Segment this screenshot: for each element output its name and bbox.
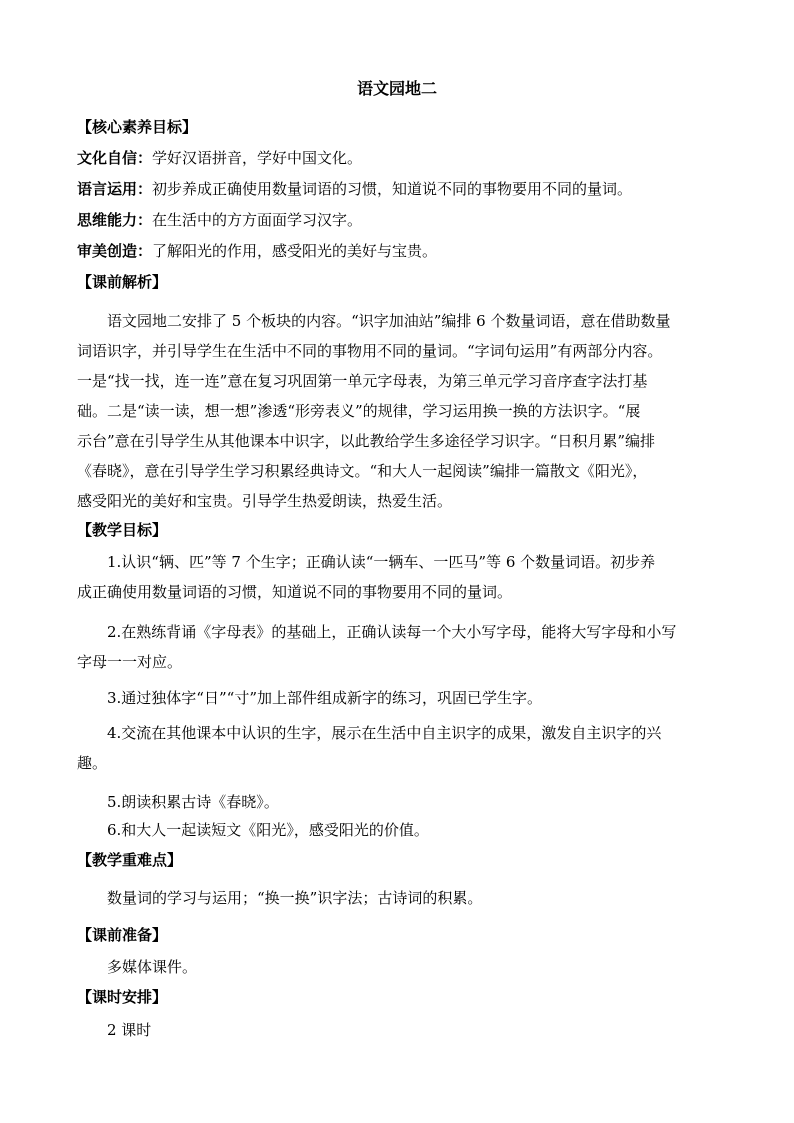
analysis-line: 感受阳光的美好和宝贵。引导学生热爱朗读，热爱生活。 xyxy=(77,492,453,510)
core-goal-label: 文化自信： xyxy=(77,149,153,167)
objective-item-1 xyxy=(77,547,717,607)
key-points-text: 数量词的学习与运用；“换一换”识字法；古诗词的积累。 xyxy=(107,889,483,907)
objective-line: 趣。 xyxy=(77,754,108,772)
heading-schedule: 【课时安排】 xyxy=(77,988,168,1006)
objective-line: 3.通过独体字“日”“寸”加上部件组成新字的练习，巩固已学生字。 xyxy=(107,689,542,707)
core-goal-thinking xyxy=(77,210,717,230)
analysis-paragraph xyxy=(77,306,717,516)
analysis-line: 础。二是“读一读，想一想”渗透“形旁表义”的规律，学习运用换一换的方法识字。“展 xyxy=(77,402,641,420)
core-goal-aesthetic xyxy=(77,241,717,261)
key-points-text-block xyxy=(77,883,717,913)
objective-item-2 xyxy=(77,617,717,677)
heading-preparation: 【课前准备】 xyxy=(77,926,168,944)
schedule-text: 2 课时 xyxy=(107,1021,152,1039)
objective-line: 6.和大人一起读短文《阳光》，感受阳光的价值。 xyxy=(107,821,429,839)
analysis-line: 语文园地二安排了 5 个板块的内容。“识字加油站”编排 6 个数量词语，意在借助数量 xyxy=(107,312,671,330)
objective-item-6 xyxy=(77,815,717,845)
core-goal-label: 审美创造： xyxy=(77,242,153,260)
preparation-text-block xyxy=(77,952,717,982)
preparation-text: 多媒体课件。 xyxy=(107,958,198,976)
schedule-text-block xyxy=(77,1015,717,1045)
heading-objectives: 【教学目标】 xyxy=(77,521,168,539)
objective-line: 1.认识“辆、匹”等 7 个生字；正确认读“一辆车、一匹马”等 6 个数量词语。初步养 xyxy=(107,553,656,571)
heading-core-goals: 【核心素养目标】 xyxy=(77,118,198,136)
objective-line: 5.朗读积累古诗《春晓》。 xyxy=(107,793,279,811)
objective-line: 成正确使用数量词语的习惯，知道说不同的事物要用不同的量词。 xyxy=(77,583,513,601)
core-goal-text: 了解阳光的作用，感受阳光的美好与宝贵。 xyxy=(152,242,438,260)
analysis-line: 一是“找一找，连一连”意在复习巩固第一单元字母表，为第三单元学习音序查字法打基 xyxy=(77,372,648,390)
objective-item-5 xyxy=(77,787,717,817)
core-goal-text: 在生活中的方方面面学习汉字。 xyxy=(152,211,363,229)
analysis-line: 示台”意在引导学生从其他课本中识字，以此教给学生多途径学习识字。“日积月累”编排 xyxy=(77,432,656,450)
analysis-line: 《春晓》，意在引导学生学习积累经典诗文。“和大人一起阅读”编排一篇散文《阳光》， xyxy=(77,462,648,480)
page-title: 语文园地二 xyxy=(356,79,437,98)
core-goal-text: 学好汉语拼音，学好中国文化。 xyxy=(152,149,363,167)
heading-analysis: 【课前解析】 xyxy=(77,273,168,291)
objective-item-4 xyxy=(77,718,717,778)
analysis-line: 词语识字，并引导学生在生活中不同的事物用不同的量词。“字词句运用”有两部分内容。 xyxy=(77,342,663,360)
core-goal-text: 初步养成正确使用数量词语的习惯，知道说不同的事物要用不同的量词。 xyxy=(152,180,633,198)
core-goal-culture xyxy=(77,148,717,168)
objective-line: 2.在熟练背诵《字母表》的基础上，正确认读每一个大小写字母，能将大写字母和小写 xyxy=(107,623,677,641)
core-goal-label: 语言运用： xyxy=(77,180,153,198)
heading-key-points: 【教学重难点】 xyxy=(77,851,183,869)
objective-line: 4.交流在其他课本中认识的生字，展示在生活中自主识字的成果，激发自主识字的兴 xyxy=(107,724,662,742)
core-goal-label: 思维能力： xyxy=(77,211,153,229)
objective-line: 字母一一对应。 xyxy=(77,653,183,671)
core-goal-language xyxy=(77,179,717,199)
objective-item-3 xyxy=(77,683,717,713)
